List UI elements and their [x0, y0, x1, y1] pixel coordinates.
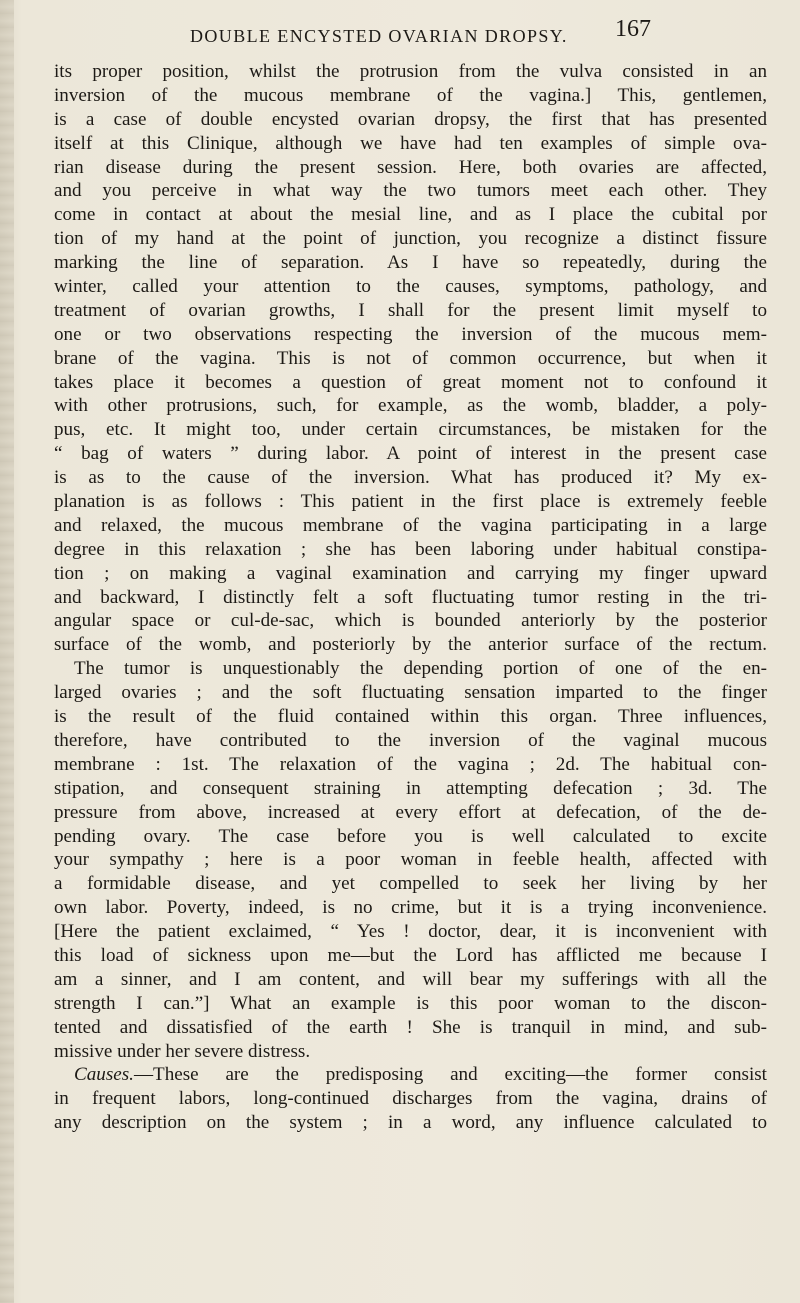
text-line: missive under her severe distress. [54, 1040, 311, 1062]
body-text [54, 60, 767, 1135]
text-line: pending ovary. The case before you is well calculated to excite [54, 825, 767, 847]
text-line: tented and dissatisfied of the earth ! She is tranquil in mind, and sub- [54, 1016, 767, 1038]
running-title: DOUBLE ENCYSTED OVARIAN DROPSY. [190, 26, 568, 46]
text-line: marking the line of separation. As I have so repeatedly, during the [54, 252, 767, 274]
page-header [0, 14, 800, 44]
text-line: stipation, and consequent straining in attempting defecation ; 3d. The [54, 777, 767, 799]
binding-edge [0, 0, 14, 1303]
text-line: and relaxed, the mucous membrane of the vagina participating in a large [54, 514, 767, 536]
text-line: is a case of double encysted ovarian dropsy, the first that has presented [54, 108, 767, 130]
text-line: membrane : 1st. The relaxation of the vagina ; 2d. The habitual con- [54, 753, 767, 775]
text-line: “ bag of waters ” during labor. A point of interest in the present case [54, 443, 767, 465]
text-line: one or two observations respecting the inversion of the mucous mem- [54, 323, 767, 345]
text-line: rian disease during the present session. Here, both ovaries are affected, [54, 156, 767, 178]
text-line: Causes.—These are the predisposing and exciting—the former consist [74, 1064, 767, 1086]
text-line: winter, called your attention to the causes, symptoms, pathology, and [54, 276, 767, 298]
text-line: come in contact at about the mesial line, and as I place the cubital por [54, 204, 767, 226]
text-line: own labor. Poverty, indeed, is no crime, but it is a trying inconvenience. [54, 897, 767, 919]
text-line: inversion of the mucous membrane of the vagina.] This, gentlemen, [54, 84, 767, 106]
text-line: its proper position, whilst the protrusion from the vulva consisted in an [54, 61, 767, 82]
text-line: and you perceive in what way the two tumors meet each other. They [54, 180, 767, 202]
text-line: brane of the vagina. This is not of common occurrence, but when it [54, 347, 767, 369]
text-line: larged ovaries ; and the soft fluctuating sensation imparted to the finger [54, 682, 767, 704]
section-lead-in: Causes. [74, 1064, 134, 1086]
text-line: your sympathy ; here is a poor woman in feeble health, affected with [54, 849, 767, 871]
text-line: planation is as follows : This patient in the first place is extremely feeble [54, 491, 767, 513]
text-line: treatment of ovarian growths, I shall for the present limit myself to [54, 299, 767, 321]
text-line: am a sinner, and I am content, and will bear my sufferings with all the [54, 968, 767, 990]
text-line: tion ; on making a vaginal examination and carrying my finger upward [54, 562, 767, 584]
text-line: a formidable disease, and yet compelled to seek her living by her [54, 873, 767, 895]
text-line: angular space or cul-de-sac, which is bounded anteriorly by the posterior [54, 610, 767, 632]
text-line: tion of my hand at the point of junction, you recognize a distinct fissure [54, 228, 767, 250]
text-line: in frequent labors, long-continued discharges from the vagina, drains of [54, 1088, 767, 1110]
text-line: itself at this Clinique, although we have had ten examples of simple ova- [54, 132, 767, 154]
text-line: pressure from above, increased at every effort at defecation, of the de- [54, 801, 767, 823]
text-line: strength I can.”] What an example is this poor woman to the discon- [54, 992, 767, 1014]
text-line: this load of sickness upon me—but the Lord has afflicted me because I [54, 944, 767, 966]
text-line: takes place it becomes a question of great moment not to confound it [54, 371, 767, 393]
page-number: 167 [615, 16, 651, 42]
text-line: degree in this relaxation ; she has been laboring under habitual constipa- [54, 538, 767, 560]
text-line: therefore, have contributed to the inversion of the vaginal mucous [54, 729, 767, 751]
text-line: with other protrusions, such, for example, as the womb, bladder, a poly- [54, 395, 767, 417]
text-line: pus, etc. It might too, under certain circumstances, be mistaken for the [54, 419, 767, 441]
text-line: and backward, I distinctly felt a soft fluctuating tumor resting in the tri- [54, 586, 767, 608]
text-line: [Here the patient exclaimed, “ Yes ! doctor, dear, it is inconvenient with [54, 921, 767, 943]
text-line: The tumor is unquestionably the depending portion of one of the en- [74, 658, 767, 680]
text-line: is the result of the fluid contained within this organ. Three influences, [54, 706, 767, 728]
text-line: any description on the system ; in a word, any influence calculated to [54, 1112, 767, 1134]
text-line: is as to the cause of the inversion. What has produced it? My ex- [54, 467, 767, 489]
text-line: surface of the womb, and posteriorly by the anterior surface of the rectum. [54, 634, 767, 656]
